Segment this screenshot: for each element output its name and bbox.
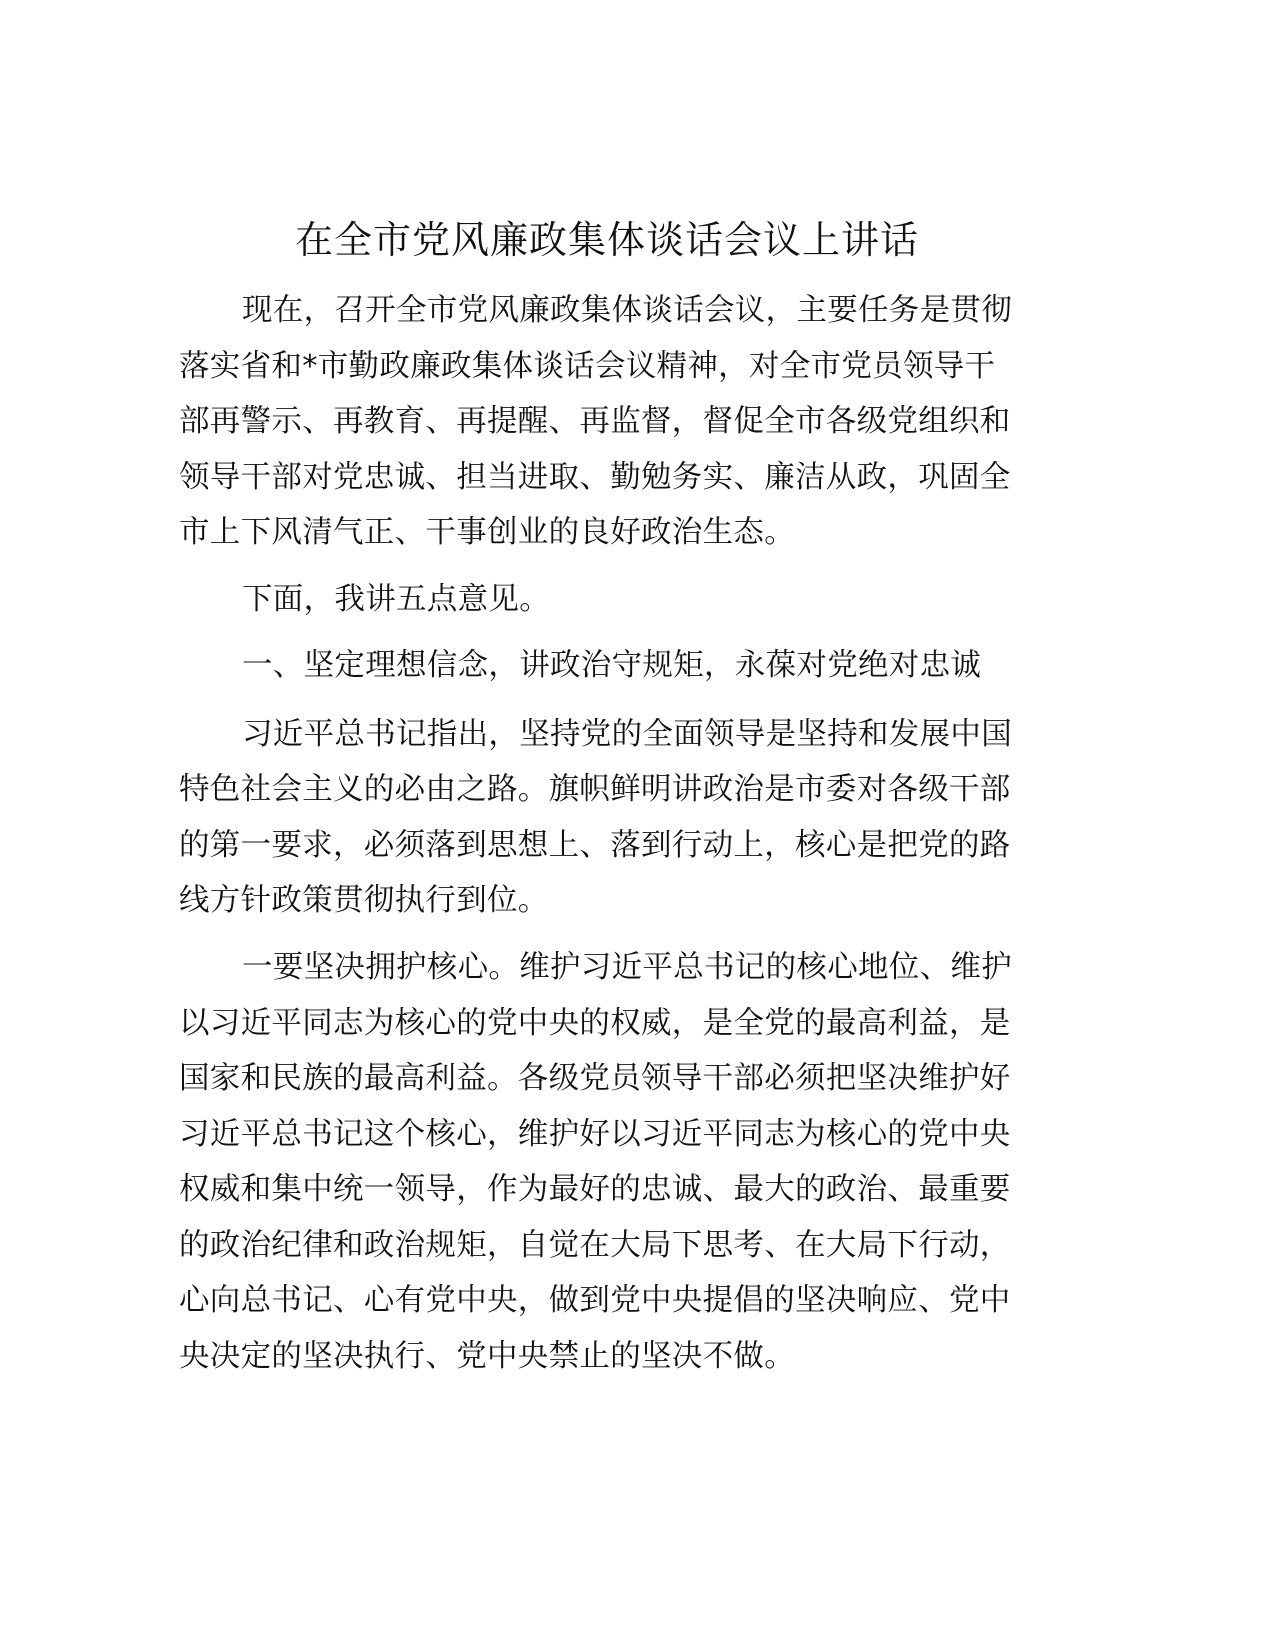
paragraph-line: 国家和民族的最高利益。各级党员领导干部必须把坚决维护好 [179,1061,1011,1096]
paragraph-line: 下面，我讲五点意见。 [242,582,550,617]
section-heading-line: 一、坚定理想信念，讲政治守规矩，永葆对党绝对忠诚 [242,648,982,683]
document-title: 在全市党风廉政集体谈话会议上讲话 [294,218,919,262]
paragraph-line: 的第一要求，必须落到思想上、落到行动上，核心是把党的路 [179,828,1011,863]
paragraph-line: 以习近平同志为核心的党中央的权威，是全党的最高利益，是 [179,1006,1011,1041]
paragraph-line: 心向总书记、心有党中央，做到党中央提倡的坚决响应、党中 [179,1283,1011,1318]
paragraph-line: 习近平总书记这个核心，维护好以习近平同志为核心的党中央 [179,1117,1011,1152]
paragraph-line: 落实省和*市勤政廉政集体谈话会议精神，对全市党员领导干 [179,349,996,384]
paragraph-line: 领导干部对党忠诚、担当进取、勤勉务实、廉洁从政，巩固全 [179,460,1011,495]
paragraph-line: 现在，召开全市党风廉政集体谈话会议，主要任务是贯彻 [242,293,1012,328]
paragraph-line: 的政治纪律和政治规矩，自觉在大局下思考、在大局下行动， [179,1228,1011,1263]
paragraph-line: 特色社会主义的必由之路。旗帜鲜明讲政治是市委对各级干部 [179,772,1011,807]
paragraph-line: 权威和集中统一领导，作为最好的忠诚、最大的政治、最重要 [179,1172,1011,1207]
paragraph-line: 央决定的坚决执行、党中央禁止的坚决不做。 [179,1339,795,1374]
paragraph-line: 一要坚决拥护核心。维护习近平总书记的核心地位、维护 [242,950,1012,985]
paragraph-line: 部再警示、再教育、再提醒、再监督，督促全市各级党组织和 [179,404,1011,439]
paragraph-line: 习近平总书记指出，坚持党的全面领导是坚持和发展中国 [242,717,1012,752]
paragraph-line: 线方针政策贯彻执行到位。 [179,883,549,918]
paragraph-line: 市上下风清气正、干事创业的良好政治生态。 [179,515,795,550]
